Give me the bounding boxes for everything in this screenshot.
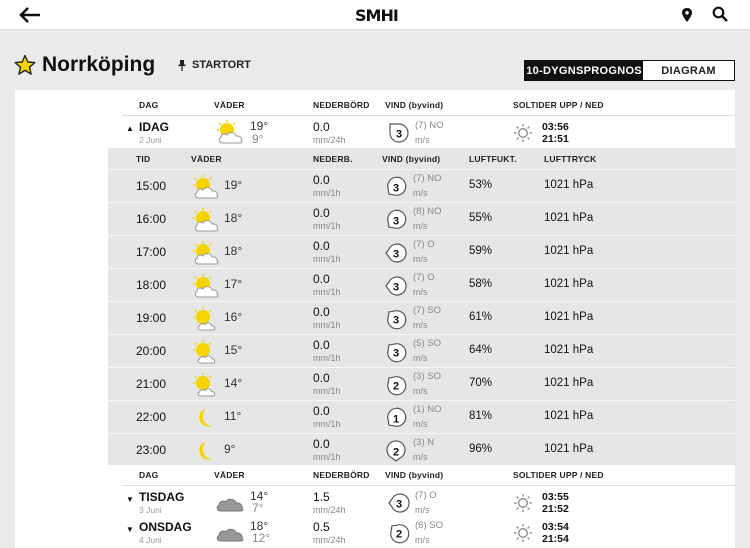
wind-gust: (7) O (415, 490, 437, 501)
sunset-time: 21:51 (542, 133, 569, 145)
partly-cloudy-icon (190, 273, 220, 299)
hour-row (108, 367, 735, 400)
hour-wind-unit: m/s (413, 254, 428, 264)
col-header-time: TID (136, 154, 151, 164)
hour-humidity: 61% (469, 311, 493, 323)
col-header-sun: SOLTIDER UPP / NED (513, 100, 604, 110)
col-header-precip: NEDERBÖRD (313, 100, 370, 110)
hour-precip: 0.0 (313, 305, 330, 319)
wind-speed: 3 (395, 128, 403, 141)
precip-unit: mm/24h (313, 535, 346, 545)
col-header-wind: VIND (byvind) (385, 470, 444, 480)
hour-humidity: 70% (469, 377, 493, 389)
moon-icon (190, 405, 220, 431)
col-header-day: DAG (139, 100, 159, 110)
location-pin-icon[interactable] (680, 7, 694, 23)
hour-wind-unit: m/s (413, 320, 428, 330)
hour-precip: 0.0 (313, 338, 330, 352)
temp-high: 18° (250, 519, 269, 533)
smhi-logo[interactable]: SMHI (355, 6, 398, 25)
wind-arrow-icon (386, 120, 412, 146)
hour-precip: 0.0 (313, 239, 330, 253)
wind-arrow-icon (382, 240, 410, 266)
hour-precip-unit: mm/1h (313, 353, 341, 363)
hour-precip: 0.0 (313, 206, 330, 220)
precip-value: 0.0 (313, 120, 330, 134)
wind-unit: m/s (415, 535, 430, 545)
partly-cloudy-icon (190, 240, 220, 266)
hour-gust: (3) SO (413, 371, 441, 382)
sunrise-time: 03:56 (542, 121, 569, 133)
hour-row (108, 235, 735, 268)
col-header-weather: VÄDER (214, 470, 245, 480)
sun-cloud-icon (190, 372, 220, 398)
hour-humidity: 55% (469, 212, 493, 224)
wind-gust: (7) NO (415, 120, 444, 131)
day-name: IDAG (139, 120, 169, 134)
hour-time: 18:00 (136, 278, 167, 292)
hour-precip-unit: mm/1h (313, 188, 341, 198)
wind-speed: 3 (392, 248, 400, 261)
hour-temp: 14° (224, 376, 243, 390)
hour-gust: (7) O (413, 272, 435, 283)
wind-speed: 3 (392, 215, 400, 228)
moon-icon (190, 438, 220, 464)
hour-precip-unit: mm/1h (313, 419, 341, 429)
day-name: TISDAG (139, 490, 185, 504)
hour-gust: (8) NO (413, 206, 442, 217)
col-header-precip: NEDERBÖRD (313, 470, 370, 480)
day-date: 2 Juni (139, 135, 162, 145)
wind-speed: 3 (395, 498, 403, 511)
hour-precip: 0.0 (313, 437, 330, 451)
wind-speed: 3 (392, 182, 400, 195)
temp-low: 12° (252, 531, 271, 545)
top-bar (0, 0, 750, 30)
wind-speed: 2 (392, 446, 400, 459)
view-tabs (524, 60, 735, 81)
hour-gust: (1) NO (413, 404, 442, 415)
hour-precip: 0.0 (313, 404, 330, 418)
hour-temp: 9° (224, 442, 236, 456)
hour-pressure: 1021 hPa (544, 212, 594, 224)
col-header-precip: NEDERB. (313, 154, 353, 164)
pushpin-icon (178, 60, 186, 71)
day-date: 4 Juni (139, 535, 162, 545)
wind-gust: (6) SO (415, 520, 443, 531)
day-row[interactable] (15, 487, 735, 517)
hour-precip-unit: mm/1h (313, 452, 341, 462)
hour-humidity: 64% (469, 344, 493, 356)
hour-time: 17:00 (136, 245, 167, 259)
hour-gust: (5) SO (413, 338, 441, 349)
hour-time: 20:00 (136, 344, 167, 358)
col-header-humidity: LUFTFUKT. (469, 154, 517, 164)
hour-humidity: 59% (469, 245, 493, 257)
hour-pressure: 1021 hPa (544, 311, 594, 323)
hour-row (108, 400, 735, 433)
hour-wind-unit: m/s (413, 452, 428, 462)
hour-temp: 17° (224, 277, 243, 291)
hour-row (108, 268, 735, 301)
hour-temp: 11° (224, 409, 242, 423)
hour-row (108, 433, 735, 466)
hour-humidity: 53% (469, 179, 493, 191)
hour-row (108, 334, 735, 367)
sun-icon (513, 493, 533, 513)
cloud-icon (214, 489, 246, 517)
wind-speed: 2 (395, 528, 403, 541)
hour-wind-unit: m/s (413, 353, 428, 363)
hour-pressure: 1021 hPa (544, 245, 594, 257)
wind-arrow-icon (386, 520, 412, 546)
location-name: Norrköping (42, 53, 156, 76)
wind-speed: 3 (392, 347, 400, 360)
wind-arrow-icon (382, 273, 410, 299)
precip-value: 0.5 (313, 520, 330, 534)
tab-10-dygnsprognos[interactable]: 10-DYGNSPROGNOS (525, 61, 643, 80)
hour-precip: 0.0 (313, 173, 330, 187)
cloud-icon (214, 519, 246, 547)
hour-humidity: 96% (469, 443, 493, 455)
partly-cloudy-icon (190, 207, 220, 233)
hour-wind-unit: m/s (413, 221, 428, 231)
sunset-time: 21:52 (542, 503, 569, 515)
hour-temp: 18° (224, 244, 243, 258)
wind-arrow-icon (382, 174, 410, 200)
wind-unit: m/s (415, 135, 430, 145)
hour-pressure: 1021 hPa (544, 179, 594, 191)
expand-caret-icon[interactable]: ▼ (126, 495, 134, 504)
hour-pressure: 1021 hPa (544, 410, 594, 422)
wind-arrow-icon (382, 306, 410, 332)
wind-arrow-icon (382, 438, 410, 464)
search-icon[interactable] (712, 6, 728, 22)
col-header-wind: VIND (byvind) (382, 154, 441, 164)
divider (122, 485, 735, 486)
col-header-day: DAG (139, 470, 159, 480)
sun-icon (513, 523, 533, 543)
sun-cloud-icon (190, 306, 220, 332)
wind-arrow-icon (382, 372, 410, 398)
sunrise-time: 03:55 (542, 491, 569, 503)
hour-precip-unit: mm/1h (313, 386, 341, 396)
hour-time: 22:00 (136, 410, 167, 424)
hour-time: 21:00 (136, 377, 167, 391)
hour-humidity: 58% (469, 278, 493, 290)
hour-time: 16:00 (136, 212, 167, 226)
precip-value: 1.5 (313, 490, 330, 504)
hour-precip: 0.0 (313, 272, 330, 286)
partly-cloudy-icon (190, 174, 220, 200)
sunrise-time: 03:54 (542, 521, 569, 533)
hour-temp: 18° (224, 211, 243, 225)
wind-speed: 1 (392, 413, 400, 426)
hour-row (108, 301, 735, 334)
wind-arrow-icon (382, 207, 410, 233)
precip-unit: mm/24h (313, 505, 346, 515)
collapse-caret-icon[interactable]: ▲ (126, 124, 134, 133)
back-arrow-icon[interactable] (18, 5, 42, 25)
hour-temp: 15° (224, 343, 243, 357)
wind-unit: m/s (415, 505, 430, 515)
day-row-today[interactable] (15, 117, 735, 149)
temp-high: 19° (250, 119, 269, 133)
wind-arrow-icon (382, 339, 410, 365)
hour-precip-unit: mm/1h (313, 320, 341, 330)
day-row[interactable] (15, 517, 735, 547)
sun-icon (513, 123, 533, 143)
hour-temp: 19° (224, 178, 243, 192)
hour-gust: (3) N (413, 437, 435, 448)
hour-time: 15:00 (136, 179, 167, 193)
day-name: ONSDAG (139, 520, 192, 534)
hour-pressure: 1021 hPa (544, 344, 594, 356)
temp-high: 14° (250, 489, 269, 503)
hour-gust: (7) NO (413, 173, 442, 184)
tab-diagram[interactable]: DIAGRAM (661, 64, 716, 77)
hour-precip-unit: mm/1h (313, 254, 341, 264)
hour-precip-unit: mm/1h (313, 287, 341, 297)
hourly-forecast (108, 148, 735, 465)
hour-row (108, 169, 735, 202)
hour-precip-unit: mm/1h (313, 221, 341, 231)
hour-wind-unit: m/s (413, 287, 428, 297)
precip-unit: mm/24h (313, 135, 346, 145)
startort-label: STARTORT (192, 59, 251, 71)
hour-humidity: 81% (469, 410, 493, 422)
favorite-star-icon[interactable] (14, 54, 36, 76)
col-header-weather: VÄDER (214, 100, 245, 110)
hour-gust: (7) O (413, 239, 435, 250)
hour-time: 23:00 (136, 443, 167, 457)
expand-caret-icon[interactable]: ▼ (126, 525, 134, 534)
hour-pressure: 1021 hPa (544, 377, 594, 389)
wind-speed: 3 (392, 281, 400, 294)
hour-precip: 0.0 (313, 371, 330, 385)
hour-gust: (7) SO (413, 305, 441, 316)
wind-arrow-icon (382, 405, 410, 431)
col-header-wind: VIND (byvind) (385, 100, 444, 110)
divider (122, 115, 735, 116)
partly-cloudy-icon (214, 119, 246, 147)
col-header-weather: VÄDER (191, 154, 222, 164)
startort-button[interactable] (178, 59, 251, 71)
hour-temp: 16° (224, 310, 243, 324)
temp-low: 7° (252, 501, 264, 515)
col-header-pressure: LUFTTRYCK (544, 154, 597, 164)
col-header-sun: SOLTIDER UPP / NED (513, 470, 604, 480)
hour-time: 19:00 (136, 311, 167, 325)
wind-speed: 2 (392, 380, 400, 393)
daily-forecast (15, 465, 735, 548)
hour-wind-unit: m/s (413, 188, 428, 198)
hour-pressure: 1021 hPa (544, 278, 594, 290)
hour-row (108, 202, 735, 235)
day-date: 3 Juni (139, 505, 162, 515)
hour-wind-unit: m/s (413, 419, 428, 429)
sun-cloud-icon (190, 339, 220, 365)
wind-speed: 3 (392, 314, 400, 327)
temp-low: 9° (252, 132, 264, 146)
wind-arrow-icon (386, 490, 412, 516)
hour-wind-unit: m/s (413, 386, 428, 396)
hour-pressure: 1021 hPa (544, 443, 594, 455)
sunset-time: 21:54 (542, 533, 569, 545)
